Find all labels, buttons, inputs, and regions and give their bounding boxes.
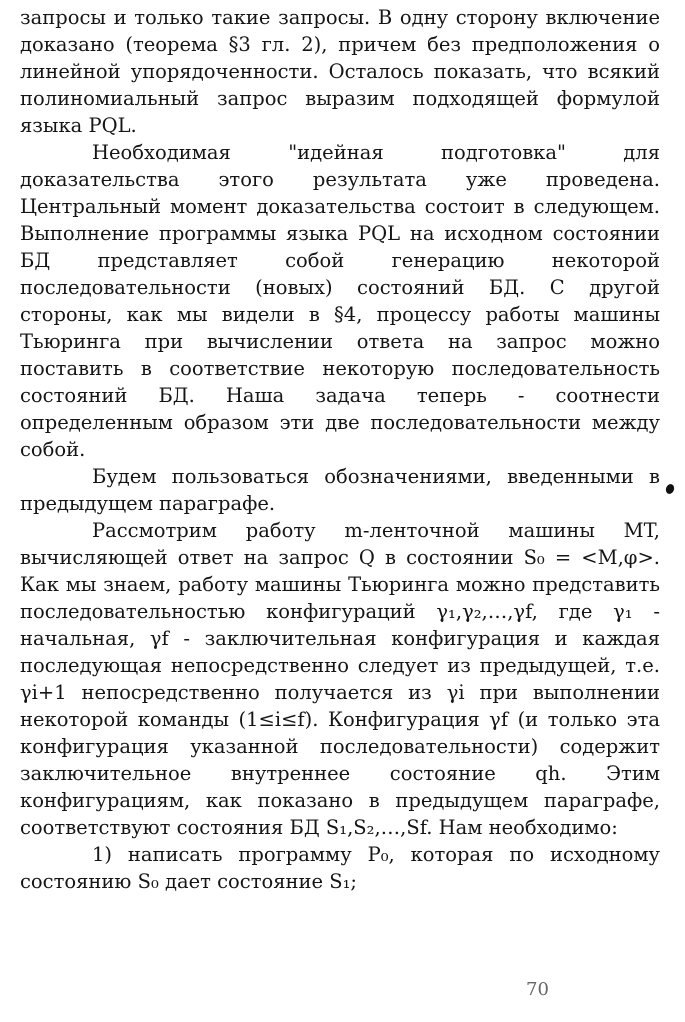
paragraph-3: Будем пользоваться обозначениями, введенными в предыдущем параграфе. [20, 465, 660, 515]
paragraph-2: Необходимая "идейная подготовка" для доказательства этого результата уже проведена. Центральный момент доказательства состоит в следующем. Выполнение программы языка PQL на исходном состоянии БД представляет собой генерацию некоторой последовательности (новых) состояний БД. С другой стороны, как мы видели в §4, процессу работы машины Тьюринга при вычислении ответа на запрос можно поставить в соответствие некоторую последовательность состояний БД. Наша задача теперь - соотнести определенным образом эти две последовательности между собой. [20, 141, 660, 461]
paragraph-4: Рассмотрим работу m-ленточной машины MT, вычисляющей ответ на запрос Q в состоянии S₀ = <M,φ>. Как мы знаем, работу машины Тьюринга можно представить последовательностью конфигураций γ₁,γ₂,…,γf, где γ₁ - начальная, γf - заключительная конфигурация и каждая последующая непосредственно следует из предыдущей, т.е. γi+1 непосредственно получается из γi при выполнении некоторой команды (1≤i≤f). Конфигурация γf (и только эта конфигурация указанной последовательности) содержит заключительное внутреннее состояние qh. Этим конфигурациям, как показано в предыдущем параграфе, соответствуют состояния БД S₁,S₂,…,Sf. Нам необходимо: [20, 519, 660, 839]
ink-mark [665, 483, 676, 495]
page-number: 70 [526, 979, 549, 1000]
body-text [20, 4, 660, 895]
paragraph-5: 1) написать программу P₀, которая по исходному состоянию S₀ дает состояние S₁; [20, 843, 660, 893]
paragraph-1: запросы и только такие запросы. В одну сторону включение доказано (теорема §3 гл. 2), причем без предположения о линейной упорядоченности. Осталось показать, что всякий полиномиальный запрос выразим подходящей формулой языка PQL. [20, 6, 660, 137]
